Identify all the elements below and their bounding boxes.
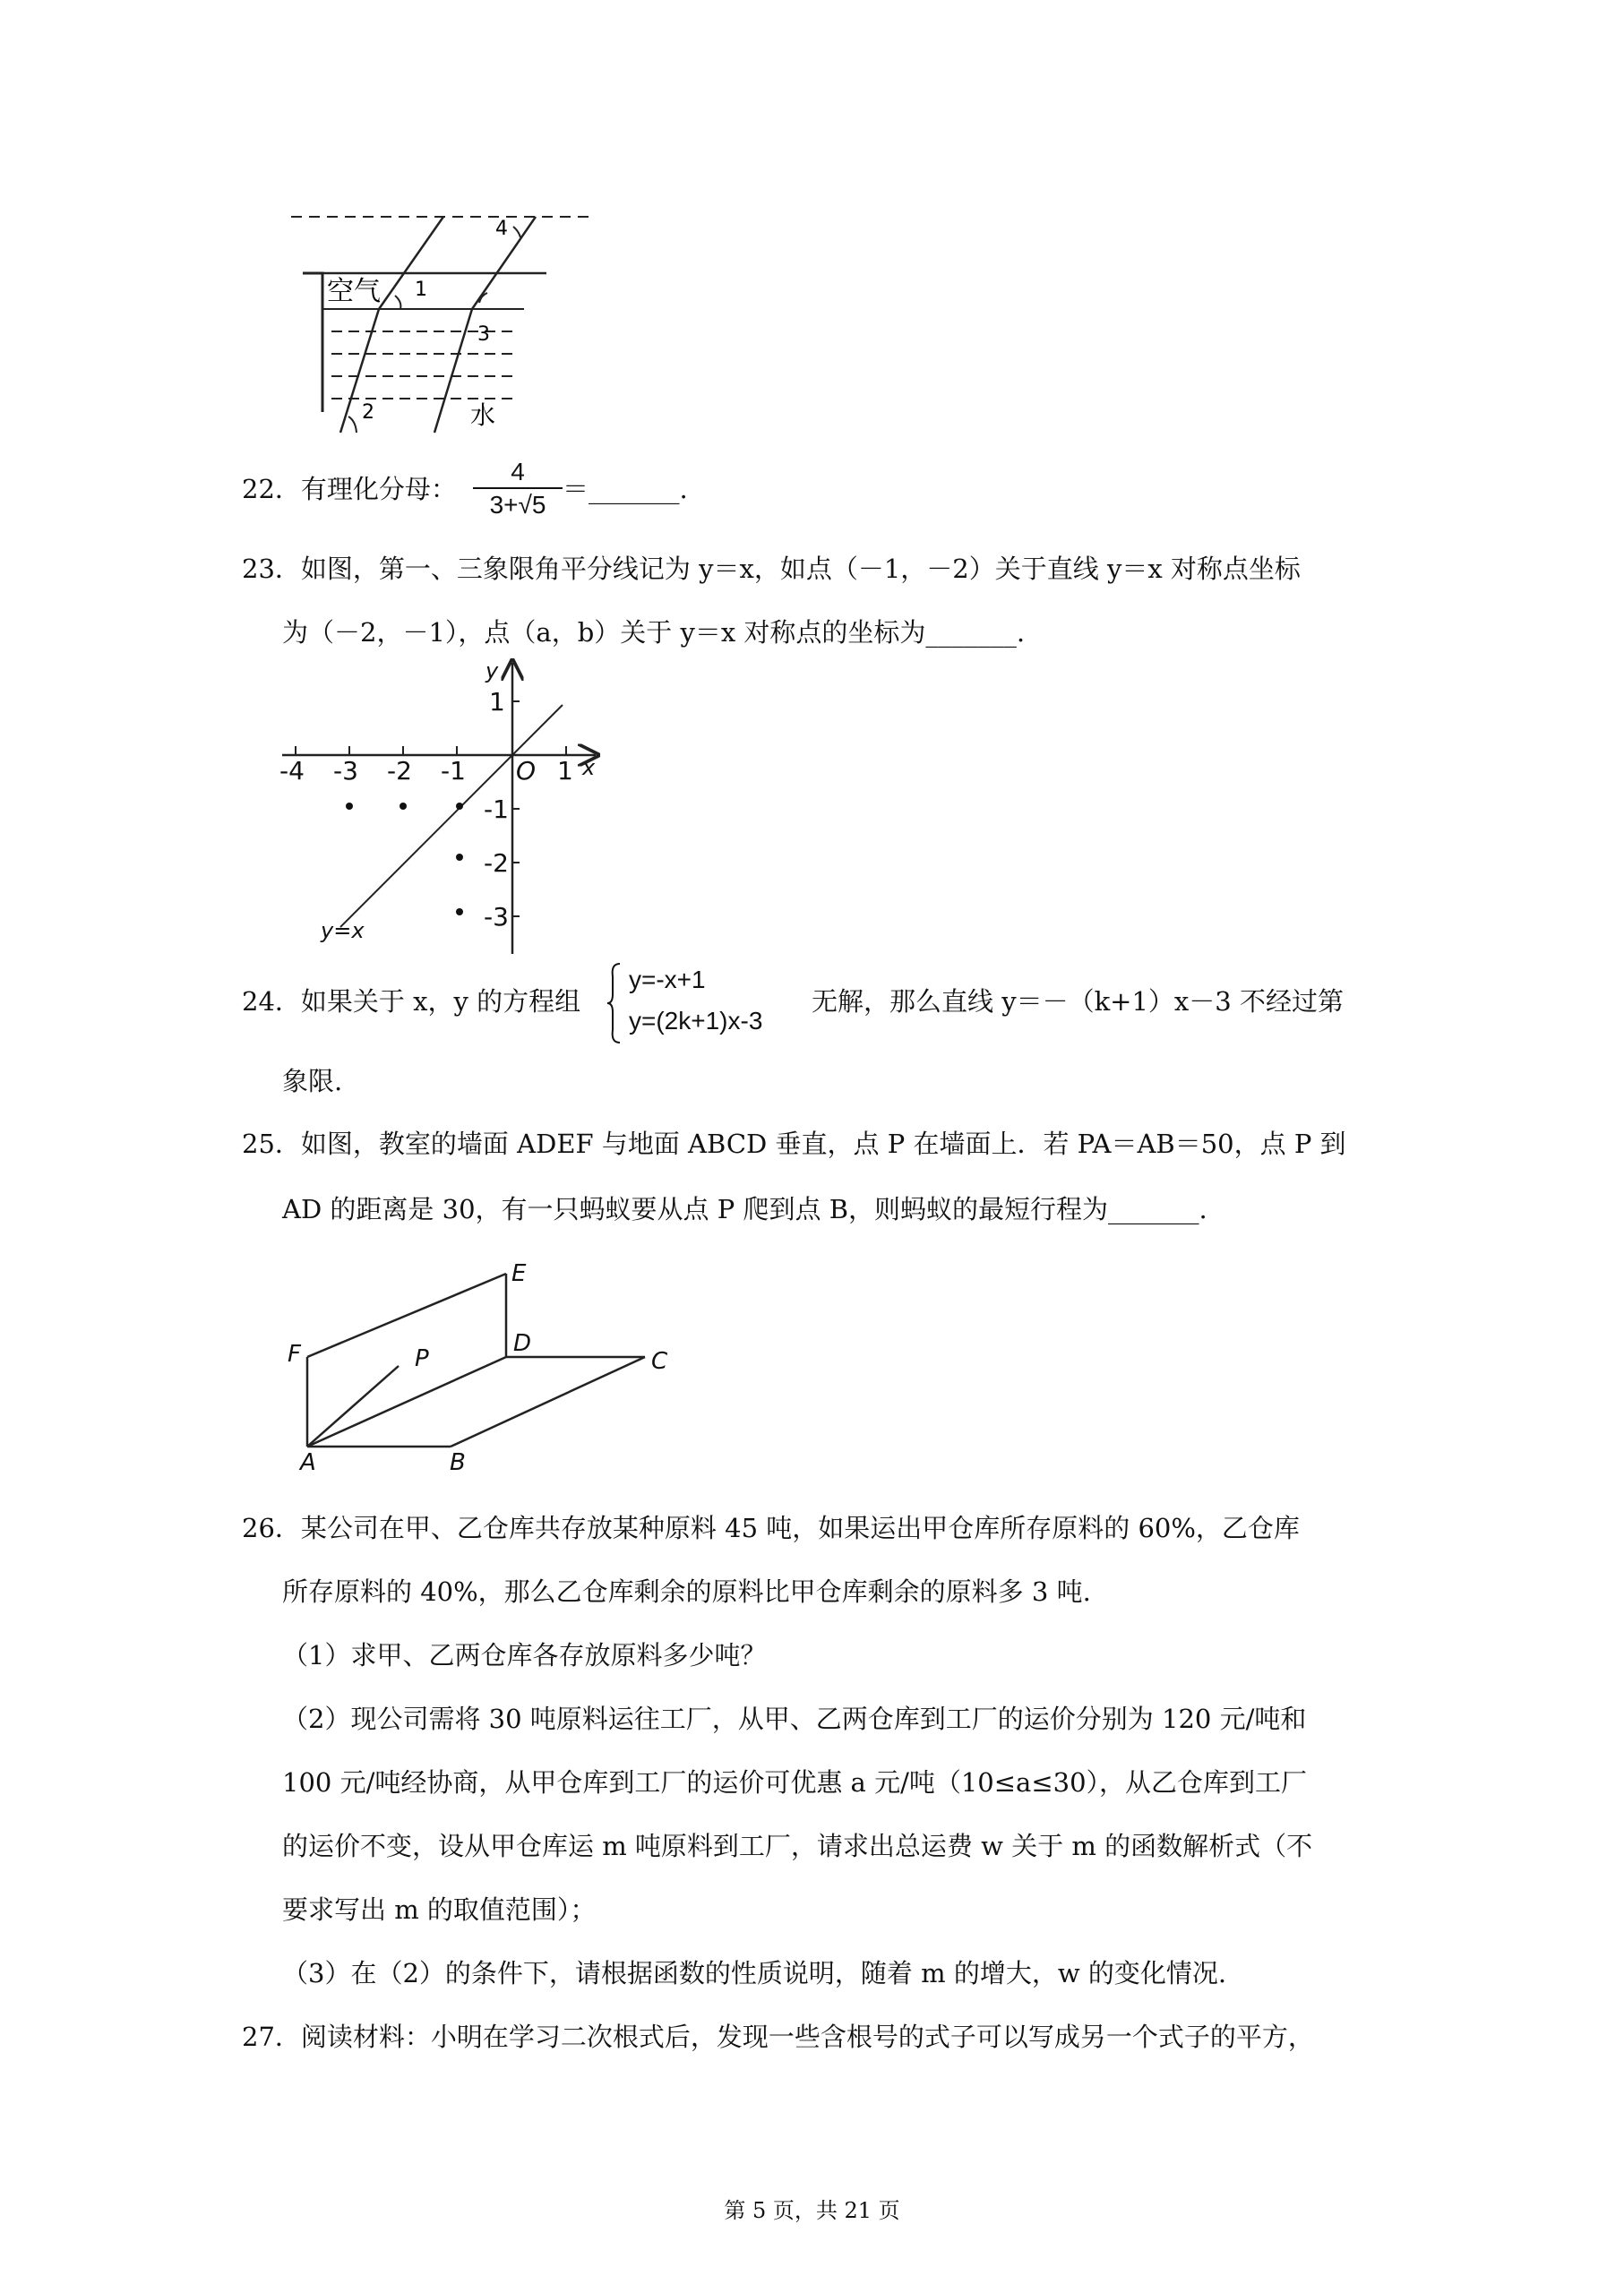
y-tick--3: -3 [484, 902, 509, 932]
angle-4-label: 4 [495, 218, 508, 240]
q22-fraction [473, 457, 563, 521]
vertex-c-label: C [651, 1348, 668, 1375]
q22-text: 22．有理化分母： [242, 474, 457, 504]
x-tick--3: -3 [333, 756, 358, 786]
angle-1-label: 1 [415, 279, 427, 301]
q26-part2-line4: 要求写出 m 的取值范围）； [282, 1894, 597, 1925]
y-axis-label: y [485, 658, 499, 683]
q23-line1: 23．如图，第一、三象限角平分线记为 y＝x，如点（－1，－2）关于直线 y＝x 对称点坐标 [242, 554, 1301, 584]
y-tick-1: 1 [489, 687, 505, 717]
q23-line2: 为（－2，－1），点（a，b）关于 y＝x 对称点的坐标为_______. [282, 617, 1026, 648]
q26-part3: （3）在（2）的条件下，请根据函数的性质说明，随着 m 的增大，w 的变化情况. [282, 1958, 1227, 1988]
q24-tail: 无解，那么直线 y＝－（k+1）x－3 不经过第 [812, 986, 1344, 1017]
q26-part2-line3: 的运价不变，设从甲仓库运 m 吨原料到工厂，请求出总运费 w 关于 m 的函数解析式（不 [282, 1831, 1313, 1861]
q26-part2-line1: （2）现公司需将 30 吨原料运往工厂，从甲、乙两仓库到工厂的运价分别为 120 元/吨和 [282, 1704, 1307, 1734]
page-footer: 第 5 页，共 21 页 [724, 2198, 900, 2223]
q25-line1: 25．如图，教室的墙面 ADEF 与地面 ABCD 垂直，点 P 在墙面上．若 PA＝AB＝50，点 P 到 [242, 1129, 1346, 1159]
q22-answer-blank: ＝_______. [563, 474, 688, 504]
room-figure [282, 1258, 694, 1473]
vertex-d-label: D [513, 1330, 532, 1357]
x-tick--2: -2 [387, 756, 412, 786]
equation-1: y=-x+1 [629, 966, 706, 993]
vertex-a-label: A [300, 1449, 316, 1473]
vertex-f-label: F [288, 1341, 301, 1368]
x-tick-1: 1 [557, 756, 573, 786]
q27-line1: 27．阅读材料：小明在学习二次根式后，发现一些含根号的式子可以写成另一个式子的平方， [242, 2022, 1314, 2052]
angle-3-label: 3 [477, 323, 490, 346]
y-tick--1: -1 [484, 794, 509, 824]
refraction-figure [282, 202, 605, 439]
angle-2-label: 2 [362, 401, 374, 424]
water-label: 水 [470, 400, 496, 430]
q24-lead: 24．如果关于 x，y 的方程组 [242, 986, 581, 1017]
fraction-numerator: 4 [473, 457, 563, 489]
q26-part1: （1）求甲、乙两仓库各存放原料多少吨？ [282, 1640, 767, 1670]
vertex-b-label: B [450, 1449, 466, 1473]
origin-label: O [516, 756, 537, 786]
vertex-e-label: E [511, 1260, 527, 1287]
q25-line2: AD 的距离是 30，有一只蚂蚁要从点 P 爬到点 B，则蚂蚁的最短行程为_______. [282, 1194, 1207, 1224]
x-tick--4: -4 [279, 756, 305, 786]
q26-part2-line2: 100 元/吨经协商，从甲仓库到工厂的运价可优惠 a 元/吨（10≤a≤30），从乙仓库到工厂 [282, 1767, 1308, 1798]
line-label: y=x [321, 918, 365, 943]
coordinate-figure [278, 658, 618, 958]
x-tick--1: -1 [441, 756, 466, 786]
q26-line1: 26．某公司在甲、乙仓库共存放某种原料 45 吨，如果运出甲仓库所存原料的 60%，乙仓库 [242, 1513, 1300, 1543]
equation-2: y=(2k+1)x-3 [629, 1007, 763, 1035]
y-tick--2: -2 [484, 848, 509, 878]
fraction-denominator: 3+√5 [489, 491, 546, 519]
air-label: 空气 [327, 276, 381, 307]
x-axis-label: x [582, 755, 596, 780]
q26-line2: 所存原料的 40%，那么乙仓库剩余的原料比甲仓库剩余的原料多 3 吨. [282, 1576, 1091, 1607]
point-p-label: P [415, 1345, 429, 1372]
q24-line2: 象限. [282, 1066, 343, 1096]
